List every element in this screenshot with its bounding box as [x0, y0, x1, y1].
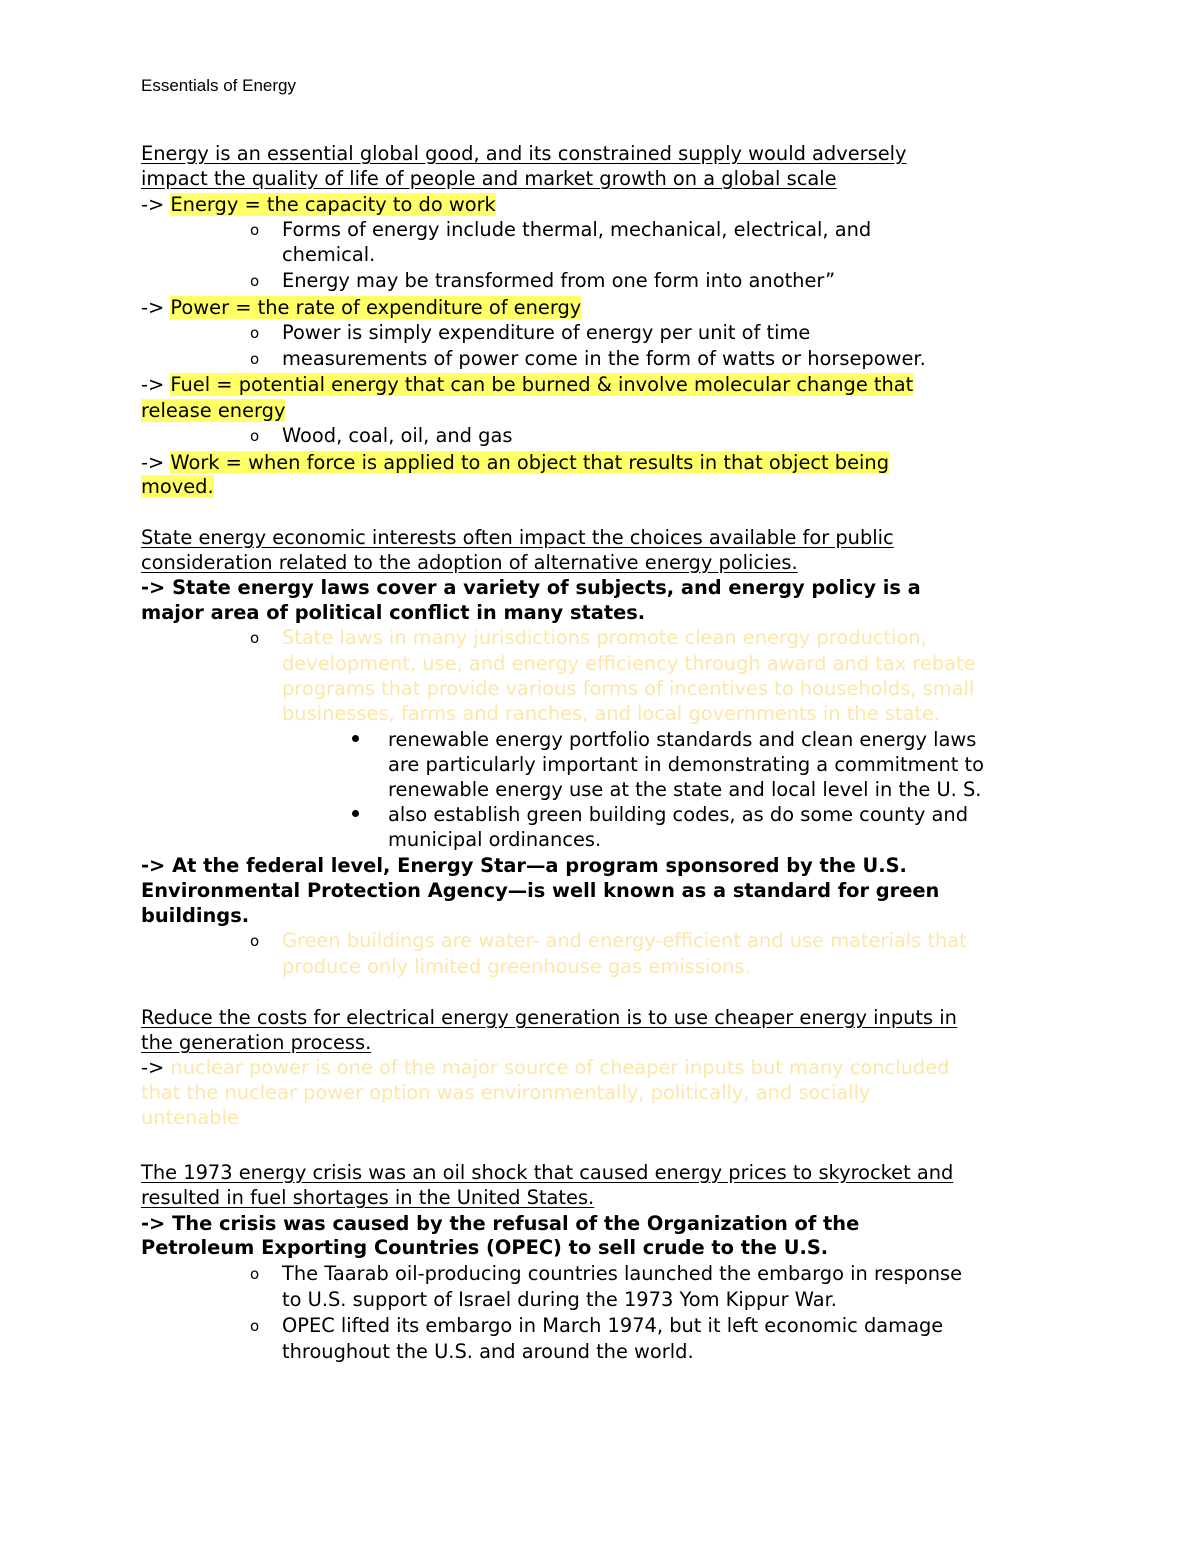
document-title: Essentials of Energy [141, 76, 296, 95]
section-heading-state-line-1: State energy economic interests often impact the choices available for public [141, 526, 894, 549]
highlighted-definition: release energy [141, 399, 286, 422]
fuel-definition-line-2 [141, 398, 285, 423]
embargo-lifted-line-2: throughout the U.S. and around the world. [282, 1340, 694, 1363]
bullet-dot-icon [352, 810, 359, 817]
sub-bullet-marker: o [250, 272, 260, 290]
state-laws-sub-line-1: State laws in many jurisdictions promote clean energy production, [282, 626, 927, 649]
arrow-marker: -> [141, 373, 165, 396]
arrow-marker: -> [141, 1056, 165, 1079]
energy-forms-line-1: Forms of energy include thermal, mechanical, electrical, and [282, 218, 872, 241]
power-sub-2: measurements of power come in the form of watts or horsepower. [282, 347, 926, 370]
highlighted-definition: moved. [141, 475, 214, 498]
energy-star-point-line-1: -> At the federal level, Energy Star—a program sponsored by the U.S. [141, 854, 907, 877]
embargo-line-2: to U.S. support of Israel during the 1973 Yom Kippur War. [282, 1288, 837, 1311]
fuel-definition-line-1 [141, 372, 913, 397]
work-definition-line-1 [141, 450, 889, 475]
bullet-codes-line-1: also establish green building codes, as do some county and [388, 803, 969, 826]
section-heading-crisis-line-1: The 1973 energy crisis was an oil shock that caused energy prices to skyrocket and [141, 1161, 954, 1184]
energy-star-point-line-2: Environmental Protection Agency—is well known as a standard for green [141, 879, 940, 902]
state-laws-sub-line-2: development, use, and energy efficiency through award and tax rebate [282, 652, 976, 675]
sub-bullet-marker: o [250, 629, 260, 647]
arrow-marker: -> [141, 296, 165, 319]
state-laws-point-line-1: -> State energy laws cover a variety of subjects, and energy policy is a [141, 576, 921, 599]
nuclear-point-line-1: -> nuclear power is one of the major source of cheaper inputs but many concluded [141, 1056, 950, 1079]
arrow-marker: -> [141, 193, 165, 216]
nuclear-point-line-2: that the nuclear power option was environmentally, politically, and socially [141, 1081, 871, 1104]
opec-point-line-2: Petroleum Exporting Countries (OPEC) to sell crude to the U.S. [141, 1236, 829, 1259]
nuclear-point-line-3: untenable [141, 1106, 239, 1129]
arrow-marker: -> [141, 854, 166, 877]
energy-star-point-line-3: buildings. [141, 904, 250, 927]
fuel-sub-1: Wood, coal, oil, and gas [282, 424, 513, 447]
bullet-portfolio-line-1: renewable energy portfolio standards and clean energy laws [388, 728, 977, 751]
arrow-marker: -> [141, 576, 166, 599]
sub-bullet-marker: o [250, 324, 260, 342]
energy-forms-line-2: chemical. [282, 243, 376, 266]
power-definition [141, 295, 581, 320]
section-heading-crisis-line-2: resulted in fuel shortages in the United States. [141, 1186, 595, 1209]
work-definition-line-2 [141, 474, 214, 499]
section-heading-state-line-2: consideration related to the adoption of alternative energy policies. [141, 551, 798, 574]
highlighted-definition: Power = the rate of expenditure of energy [170, 296, 582, 319]
section-heading-energy-line-1: Energy is an essential global good, and its constrained supply would adversely [141, 142, 907, 165]
state-laws-point-line-2: major area of political conflict in many states. [141, 601, 646, 624]
sub-bullet-marker: o [250, 932, 260, 950]
bullet-codes-line-2: municipal ordinances. [388, 828, 602, 851]
highlighted-definition: Fuel = potential energy that can be burned & involve molecular change that [170, 373, 914, 396]
highlighted-definition: Work = when force is applied to an object that results in that object being [170, 451, 890, 474]
energy-transform: Energy may be transformed from one form into another” [282, 269, 836, 292]
power-sub-1: Power is simply expenditure of energy per unit of time [282, 321, 811, 344]
sub-bullet-marker: o [250, 350, 260, 368]
green-buildings-line-1: Green buildings are water- and energy-efficient and use materials that [282, 929, 967, 952]
bullet-portfolio-line-2: are particularly important in demonstrating a commitment to [388, 753, 984, 776]
state-laws-sub-line-3: programs that provide various forms of incentives to households, small [282, 677, 975, 700]
highlighted-definition: Energy = the capacity to do work [170, 193, 496, 216]
sub-bullet-marker: o [250, 221, 260, 239]
section-heading-costs-line-1: Reduce the costs for electrical energy generation is to use cheaper energy inputs in [141, 1006, 957, 1029]
sub-bullet-marker: o [250, 427, 260, 445]
bullet-portfolio-line-3: renewable energy use at the state and local level in the U. S. [388, 778, 982, 801]
section-heading-costs-line-2: the generation process. [141, 1031, 372, 1054]
section-heading-energy-line-2: impact the quality of life of people and market growth on a global scale [141, 167, 837, 190]
green-buildings-line-2: produce only limited greenhouse gas emissions. [282, 955, 751, 978]
sub-bullet-marker: o [250, 1317, 260, 1335]
bullet-dot-icon [352, 735, 359, 742]
embargo-line-1: The Taarab oil-producing countries launched the embargo in response [282, 1262, 963, 1285]
arrow-marker: -> [141, 1212, 166, 1235]
sub-bullet-marker: o [250, 1265, 260, 1283]
opec-point-line-1: -> The crisis was caused by the refusal of the Organization of the [141, 1212, 860, 1235]
state-laws-sub-line-4: businesses, farms and ranches, and local governments in the state. [282, 702, 941, 725]
embargo-lifted-line-1: OPEC lifted its embargo in March 1974, but it left economic damage [282, 1314, 944, 1337]
energy-definition [141, 192, 496, 217]
arrow-marker: -> [141, 451, 165, 474]
